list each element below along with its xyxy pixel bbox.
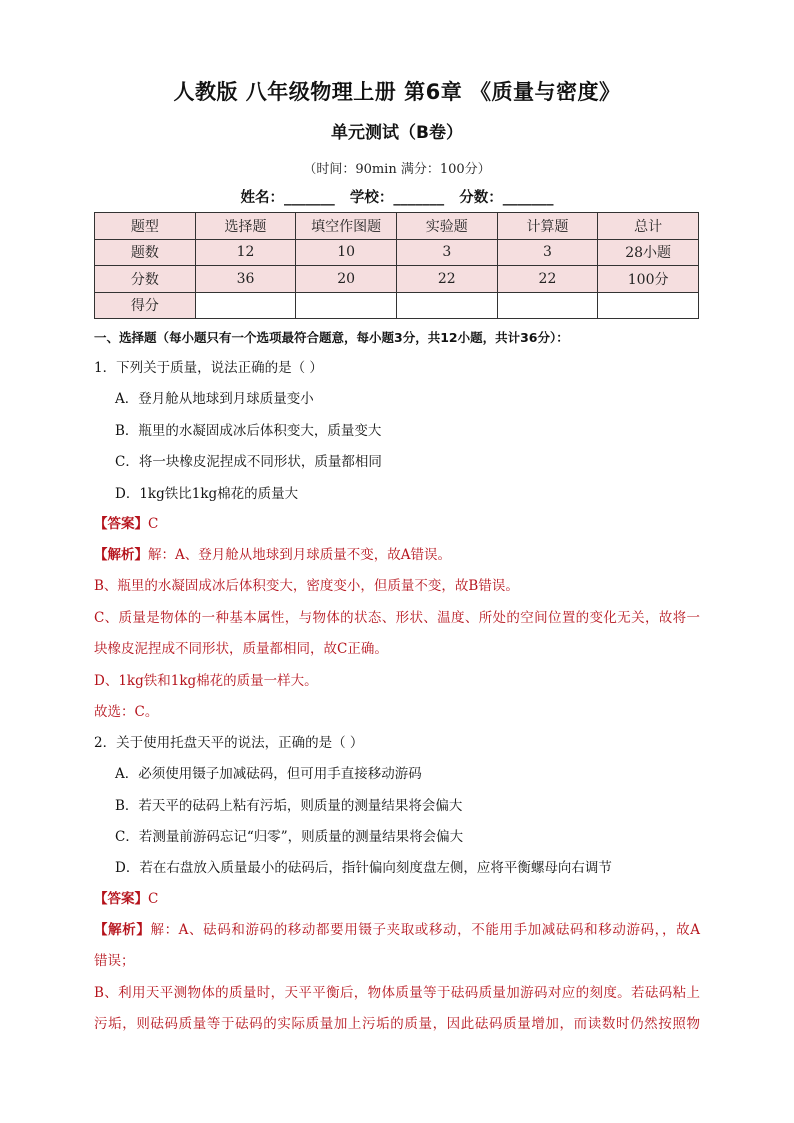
score-table-cell: 10: [296, 239, 397, 266]
score-table-row: [95, 239, 699, 266]
score-table-cell: 22: [497, 266, 598, 293]
score-table-header-row: [95, 213, 699, 240]
question-option: B．瓶里的水凝固成冰后体积变大，质量变大: [115, 423, 382, 439]
answer-tag: 【答案】: [94, 516, 148, 532]
answer-value: C: [148, 516, 159, 532]
exam-meta: （时间：90min 满分：100分）: [303, 162, 491, 177]
answer-value: C: [148, 891, 159, 907]
question-option: A．必须使用镊子加减砝码，但可用手直接移动游码: [115, 766, 422, 782]
question-option: C．将一块橡皮泥捏成不同形状，质量都相同: [115, 454, 382, 470]
document-title: 人教版 八年级物理上册 第6章 《质量与密度》: [173, 80, 621, 104]
analysis-line: D、1kg铁和1kg棉花的质量一样大。: [94, 673, 318, 689]
answer-line: [94, 890, 158, 908]
answer-tag: 【答案】: [94, 891, 148, 907]
score-entry-cell: [296, 292, 397, 319]
analysis-line: 错误；: [94, 953, 135, 969]
answer-line: [94, 515, 158, 533]
score-table-header-cell: 选择题: [195, 213, 296, 240]
analysis-line: 污垢，则砝码质量等于砝码的实际质量加上污垢的质量，因此砝码质量增加，而读数时仍然按照物: [94, 1016, 700, 1032]
analysis-tag: 【解析】: [94, 547, 148, 563]
analysis-line: [94, 546, 451, 564]
score-table-cell: 得分: [95, 292, 196, 319]
analysis-tag: 【解析】: [94, 922, 151, 938]
score-table-header-cell: 计算题: [497, 213, 598, 240]
question-option: C．若测量前游码忘记“归零”，则质量的测量结果将会偏大: [115, 829, 464, 845]
score-table-header-cell: 总计: [598, 213, 699, 240]
analysis-line: 块橡皮泥捏成不同形状，质量都相同，故C正确。: [94, 641, 388, 657]
score-table-cell: 36: [195, 266, 296, 293]
score-entry-cell: [598, 292, 699, 319]
score-table-cell: 28小题: [598, 239, 699, 266]
score-table-cell: 22: [396, 266, 497, 293]
score-table-row: [95, 292, 699, 319]
document-subtitle: 单元测试（B卷）: [331, 123, 463, 143]
score-table-header-cell: 题型: [95, 213, 196, 240]
analysis-line: 故选：C。: [94, 704, 159, 720]
score-table-header-cell: 填空作图题: [296, 213, 397, 240]
score-table-row: [95, 266, 699, 293]
score-entry-cell: [195, 292, 296, 319]
analysis-line: B、利用天平测物体的质量时，天平平衡后，物体质量等于砝码质量加游码对应的刻度。若砝码粘上: [94, 985, 700, 1001]
question-option: A．登月舱从地球到月球质量变小: [115, 391, 314, 407]
question-stem: 1．下列关于质量，说法正确的是（ ）: [94, 360, 323, 376]
score-table-cell: 12: [195, 239, 296, 266]
question-option: D．若在右盘放入质量最小的砝码后，指针偏向刻度盘左侧，应将平衡螺母向右调节: [115, 860, 612, 876]
score-table-cell: 3: [497, 239, 598, 266]
question-option: D．1kg铁比1kg棉花的质量大: [115, 486, 299, 502]
student-info-line: 姓名：_______ 学校：_______ 分数：_______: [240, 190, 554, 206]
score-table-cell: 分数: [95, 266, 196, 293]
score-table: [94, 212, 699, 319]
analysis-line: [94, 921, 700, 939]
score-table-cell: 100分: [598, 266, 699, 293]
score-table-cell: 3: [396, 239, 497, 266]
score-entry-cell: [497, 292, 598, 319]
analysis-text: 解：A、登月舱从地球到月球质量不变，故A错误。: [148, 547, 451, 563]
analysis-text: 解：A、砝码和游码的移动都要用镊子夹取或移动，不能用手加减砝码和移动游码，，故A: [150, 922, 701, 938]
analysis-line: B、瓶里的水凝固成冰后体积变大，密度变小，但质量不变，故B错误。: [94, 578, 519, 594]
score-table-cell: 题数: [95, 239, 196, 266]
score-table-cell: 20: [296, 266, 397, 293]
question-option: B．若天平的砝码上粘有污垢，则质量的测量结果将会偏大: [115, 798, 463, 814]
score-table-header-cell: 实验题: [396, 213, 497, 240]
analysis-line: C、质量是物体的一种基本属性，与物体的状态、形状、温度、所处的空间位置的变化无关，故将一: [94, 610, 700, 626]
question-stem: 2．关于使用托盘天平的说法，正确的是（ ）: [94, 735, 364, 751]
score-entry-cell: [396, 292, 497, 319]
section-heading: 一、选择题（每小题只有一个选项最符合题意，每小题3分，共12小题，共计36分）：: [94, 330, 569, 345]
